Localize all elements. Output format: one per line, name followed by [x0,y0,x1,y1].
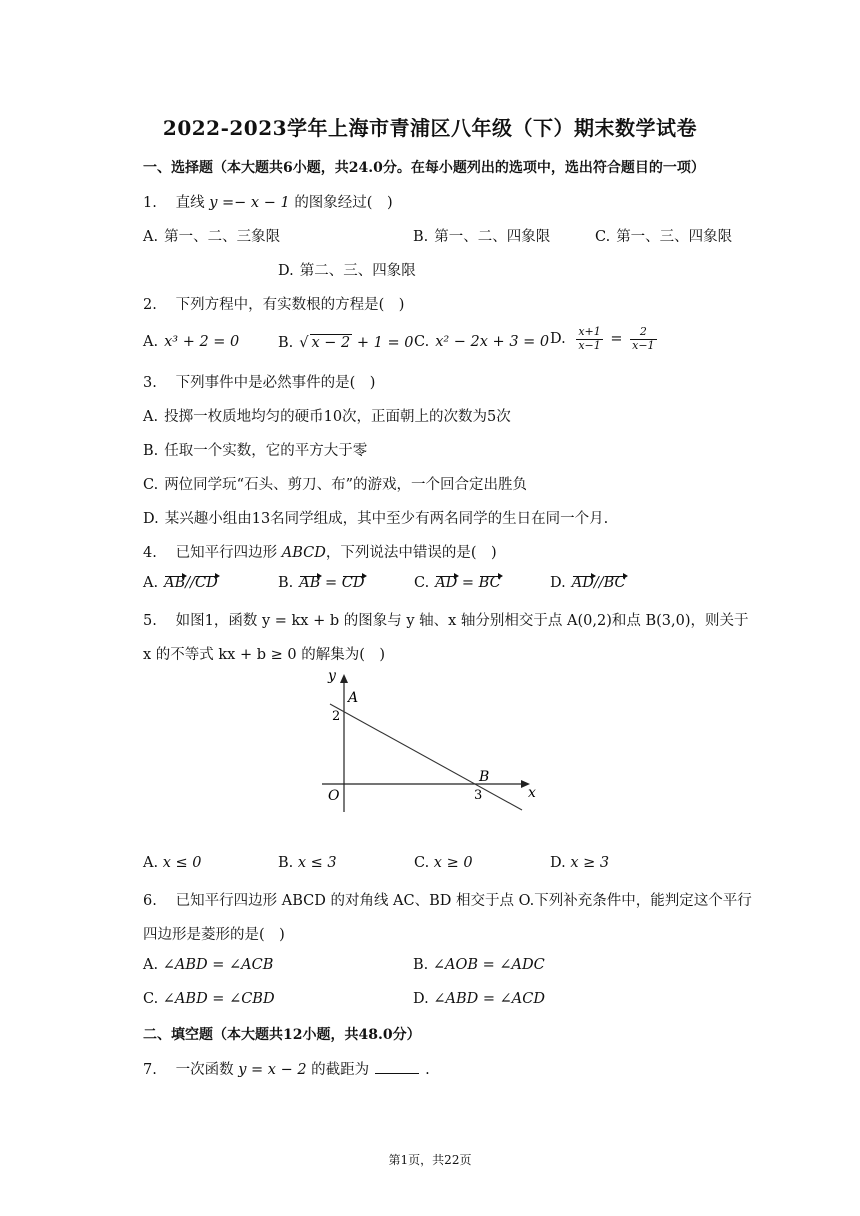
question-3-option-c: C. 两位同学玩“石头、剪刀、布”的游戏，一个回合定出胜负 [143,477,528,493]
section-heading-fill-in: 二、填空题（本大题共12小题，共48.0分） [143,1027,421,1043]
radicand: x − 2 [311,335,351,351]
function-line [330,704,522,810]
question-4-option-b: B. AB = CD [278,575,365,591]
question-5-option-d: D. x ≥ 3 [550,855,610,871]
question-3-stem: 3. 下列事件中是必然事件的是( ) [143,375,376,391]
answer-blank [375,1073,419,1074]
question-4-option-a: A. AB//CD [143,575,218,591]
question-3-option-b: B. 任取一个实数，它的平方大于零 [143,443,368,459]
question-number: 1. [143,195,157,211]
equation: y =− x − 1 [209,195,290,211]
question-1-option-c: C. 第一、三、四象限 [595,229,733,245]
question-4-option-d: D. AD//BC [550,575,626,591]
question-6-option-c: C. ∠ABD = ∠CBD [143,991,275,1007]
question-1-option-a: A. 第一、二、三象限 [143,229,281,245]
question-6-option-d: D. ∠ABD = ∠ACD [413,991,545,1007]
y-axis-label: y [328,668,336,684]
question-number: 3. [143,375,157,391]
question-2-option-c: C. x² − 2x + 3 = 0 [414,334,550,350]
question-4-stem: 4. 已知平行四边形 ABCD，下列说法中错误的是( ) [143,545,497,561]
y-axis-arrow [340,674,348,683]
question-number: 2. [143,297,157,313]
question-number: 6. [143,893,157,909]
question-number: 5. [143,613,157,629]
question-2-option-b: B. √ x − 2 + 1 = 0 [278,335,414,351]
page-footer: 第1页，共22页 [388,1153,472,1167]
question-2-option-d: D. $\frac{x+1}{x-1}$ = $\frac{2}{x-1}$ [550,325,655,352]
question-6-stem-line2: 四边形是菱形的是( ) [143,927,285,943]
question-6-option-b: B. ∠AOB = ∠ADC [413,957,545,973]
point-b-label: B [479,769,490,785]
point-a-label: A [348,690,359,706]
question-3-option-d: D. 某兴趣小组由13名同学组成，其中至少有两名同学的生日在同一个月. [143,511,609,527]
question-6-option-a: A. ∠ABD = ∠ACB [143,957,274,973]
question-1-stem: 1. 直线 y =− x − 1 的图象经过( ) [143,195,393,211]
question-6-stem-line1: 6. 已知平行四边形 ABCD 的对角线 AC、BD 相交于点 O.下列补充条件中，能判定这个平行 [143,893,752,909]
fraction-left: $\frac{x+1}{x-1}$ [578,325,601,352]
section-heading-choice: 一、选择题（本大题共6小题，共24.0分。在每小题列出的选项中，选出符合题目的一项） [143,160,705,176]
question-5-stem-line1: 5. 如图1，函数 y = kx + b 的图象与 y 轴、x 轴分别相交于点 A(0,2)和点 B(3,0)，则关于 [143,613,749,629]
x-axis-label: x [528,785,536,801]
question-1-option-d: D. 第二、三、四象限 [278,263,416,279]
fraction-right: $\frac{2}{x-1}$ [632,325,655,352]
function-graph-figure [318,666,540,816]
question-7-stem: 7. 一次函数 y = x − 2 的截距为 . [143,1062,430,1078]
question-5-option-a: A. x ≤ 0 [143,855,202,871]
question-5-option-c: C. x ≥ 0 [414,855,473,871]
question-number: 4. [143,545,157,561]
question-5-stem-line2: x 的不等式 kx + b ≥ 0 的解集为( ) [143,647,386,663]
origin-label: O [328,788,340,804]
page-title: 2022-2023学年上海市青浦区八年级（下）期末数学试卷 [162,116,698,140]
x-tick-label: 3 [474,788,483,803]
question-3-option-a: A. 投掷一枚质地均匀的硬币10次，正面朝上的次数为5次 [143,409,511,425]
question-1-option-b: B. 第一、二、四象限 [413,229,551,245]
y-tick-label: 2 [332,709,341,724]
question-5-option-b: B. x ≤ 3 [278,855,337,871]
question-4-option-c: C. AD = BC [414,575,501,591]
question-2-option-a: A. x³ + 2 = 0 [143,334,240,350]
question-2-stem: 2. 下列方程中，有实数根的方程是( ) [143,297,405,313]
question-number: 7. [143,1062,157,1078]
